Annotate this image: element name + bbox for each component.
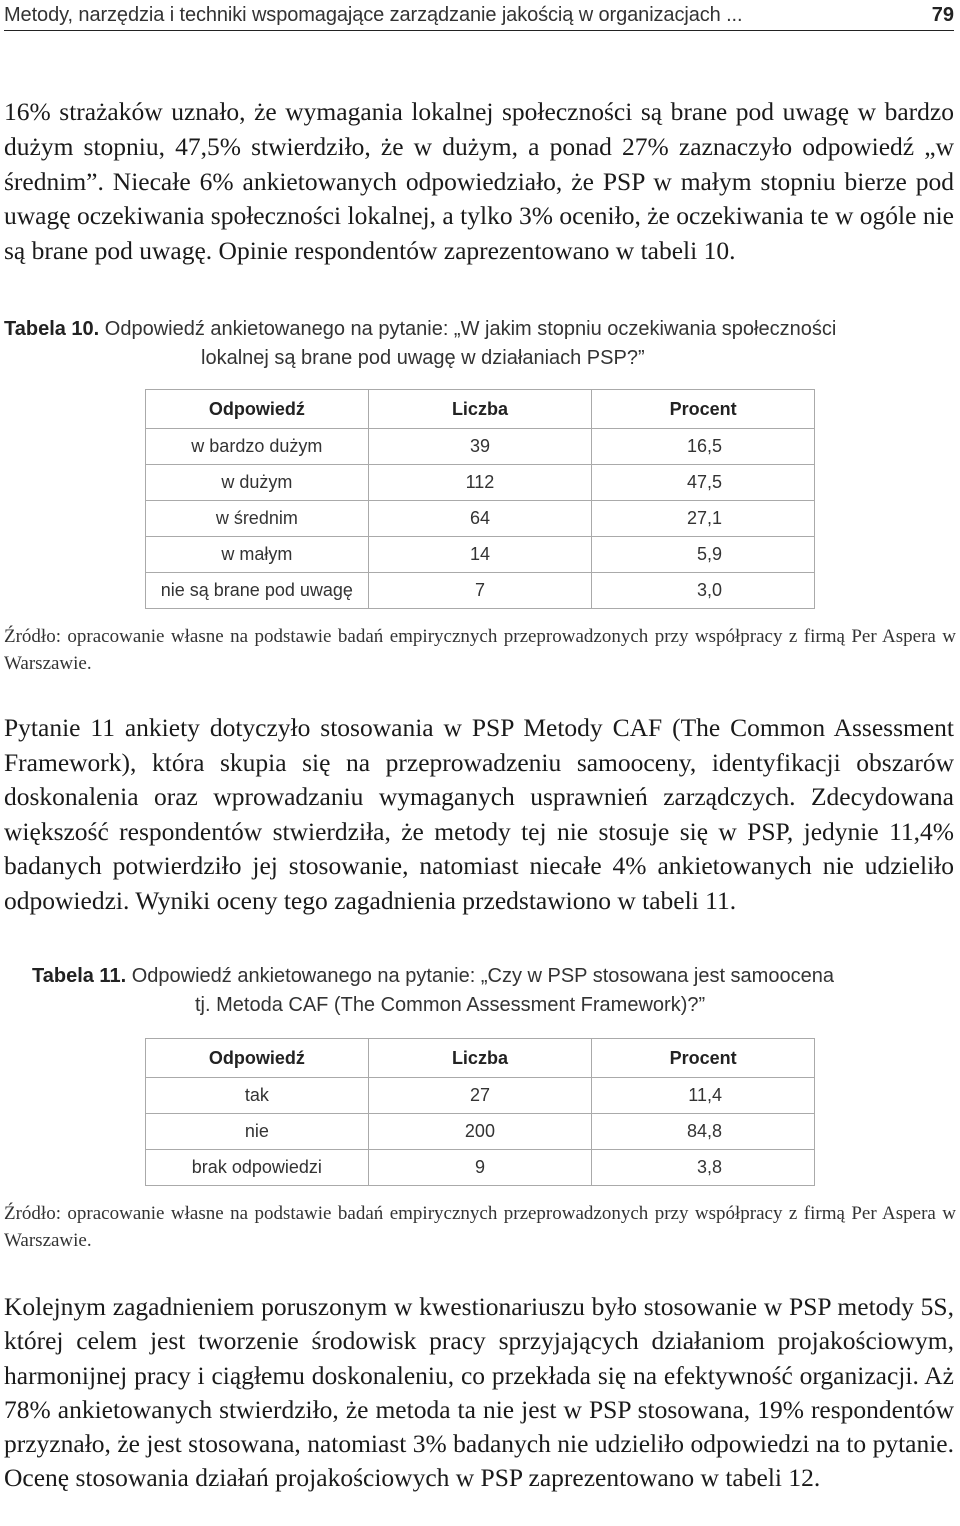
column-header: Procent (592, 1039, 815, 1078)
table-11-label: Tabela 11. (32, 965, 127, 987)
table-cell: 5,9 (592, 537, 815, 573)
table-row (146, 429, 815, 465)
table-cell: w małym (146, 537, 369, 573)
column-header: Odpowiedź (146, 390, 369, 429)
page-number: 79 (931, 4, 954, 26)
column-header: Procent (592, 390, 815, 429)
paragraph-2: Pytanie 11 ankiety dotyczyło stosowania w PSP Metody CAF (The Common Assessment Framework), która skupia się na przeprowadzeniu samooceny, identyfikacji obszarów doskonalenia oraz wprowadzaniu wymaganych usprawnień zarządczych. Zdecydowana większość respondentów stwierdziła, że metody tej nie stosuje się w PSP, jedynie 11,4% badanych potwierdziło jej stosowanie, natomiast niecałe 4% ankietowanych nie udzieliło odpowiedzi. Wyniki oceny tego zagadnienia przedstawiono w tabeli 11. (4, 713, 954, 915)
table-row (146, 1150, 815, 1186)
table-cell: 14 (368, 537, 592, 573)
table-cell: brak odpowiedzi (146, 1150, 369, 1186)
table-10-source: Źródło: opracowanie własne na podstawie badań empirycznych przeprowadzonych przy współpracy z firmą Per Aspera w Warszawie. (4, 626, 956, 674)
table-cell: 3,0 (592, 573, 815, 609)
table-cell: 16,5 (592, 429, 815, 465)
table-header-row (146, 1039, 815, 1078)
table-row (146, 1114, 815, 1150)
table-cell: 64 (368, 501, 592, 537)
table-cell: nie (146, 1114, 369, 1150)
table-cell: 11,4 (592, 1078, 815, 1114)
table-11-caption (0, 962, 960, 1020)
table-row (146, 573, 815, 609)
table-cell: 9 (368, 1150, 592, 1186)
column-header: Liczba (368, 390, 592, 429)
table-cell: 200 (368, 1114, 592, 1150)
table-header-row (146, 390, 815, 429)
table-cell: 27 (368, 1078, 592, 1114)
table-cell: 7 (368, 573, 592, 609)
table-10-caption-line-2: lokalnej są brane pod uwagę w działaniach PSP?” (201, 347, 645, 369)
table-10 (145, 389, 815, 609)
table-row (146, 537, 815, 573)
table-cell: 47,5 (592, 465, 815, 501)
table-cell: w średnim (146, 501, 369, 537)
table-row (146, 1078, 815, 1114)
table-cell: w bardzo dużym (146, 429, 369, 465)
table-cell: tak (146, 1078, 369, 1114)
table-cell: 3,8 (592, 1150, 815, 1186)
column-header: Liczba (368, 1039, 592, 1078)
table-cell: w dużym (146, 465, 369, 501)
table-11-caption-line-2: tj. Metoda CAF (The Common Assessment Framework)?” (195, 994, 706, 1016)
table-row (146, 465, 815, 501)
table-cell: 112 (368, 465, 592, 501)
running-header-title: Metody, narzędzia i techniki wspomagające zarządzanie jakością w organizacjach ... (4, 4, 743, 26)
table-row (146, 501, 815, 537)
table-cell: 27,1 (592, 501, 815, 537)
paragraph-3: Kolejnym zagadnieniem poruszonym w kwestionariuszu było stosowanie w PSP metody 5S, której celem jest tworzenie środowisk pracy sprzyjających działaniom projakościowym, harmonijnej pracy i ciągłemu doskonaleniu, co przekłada się na efektywność organizacji. Aż 78% ankietowanych stwierdziło, że metoda ta nie jest w PSP stosowana, 19% respondentów przyznało, że jest stosowana, natomiast 3% badanych nie udzieliło odpowiedzi na to pytanie. Ocenę stosowania działań projakościowych w PSP zaprezentowano w tabeli 12. (4, 1292, 954, 1493)
table-10-caption (0, 315, 960, 373)
table-10-caption-line-1: Odpowiedź ankietowanego na pytanie: „W jakim stopniu oczekiwania społeczności (104, 318, 837, 340)
table-11-source: Źródło: opracowanie własne na podstawie badań empirycznych przeprowadzonych przy współpracy z firmą Per Aspera w Warszawie. (4, 1203, 956, 1251)
running-header (4, 0, 954, 31)
table-cell: nie są brane pod uwagę (146, 573, 369, 609)
column-header: Odpowiedź (146, 1039, 369, 1078)
table-cell: 84,8 (592, 1114, 815, 1150)
table-11-caption-line-1: Odpowiedź ankietowanego na pytanie: „Czy w PSP stosowana jest samoocena (131, 965, 834, 987)
table-cell: 39 (368, 429, 592, 465)
table-10-label: Tabela 10. (4, 318, 100, 340)
table-11 (145, 1038, 815, 1186)
paragraph-1: 16% strażaków uznało, że wymagania lokalnej społeczności są brane pod uwagę w bardzo dużym stopniu, 47,5% stwierdziło, że w dużym, a ponad 27% zaznaczyło odpowiedź „w średnim”. Niecałe 6% ankietowanych odpowiedziało, że PSP w małym stopniu bierze pod uwagę oczekiwania społeczności lokalnej, a tylko 3% oceniło, że oczekiwania te w ogóle nie są brane pod uwagę. Opinie respondentów zaprezentowano w tabeli 10. (4, 97, 954, 266)
